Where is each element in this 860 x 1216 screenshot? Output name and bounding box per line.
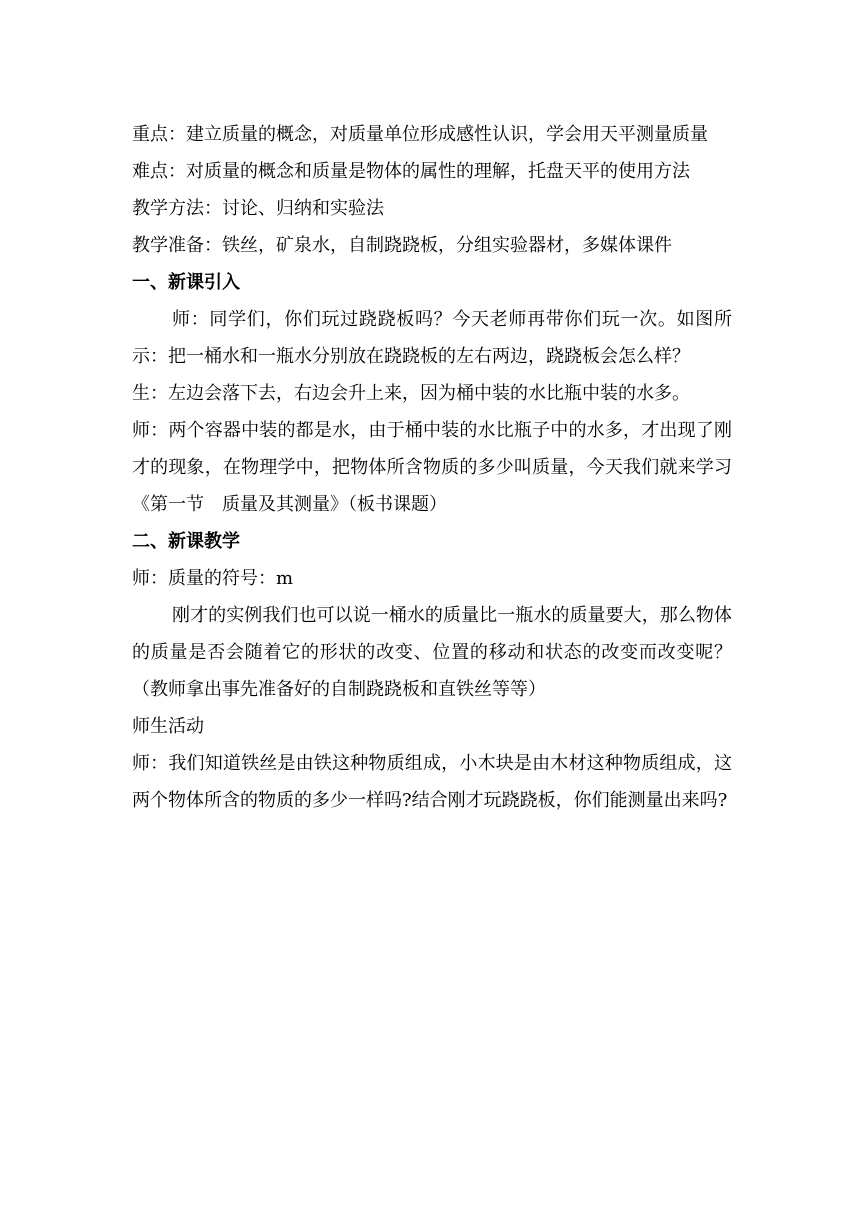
teaching-methods-paragraph: 教学方法：讨论、归纳和实验法 bbox=[132, 198, 384, 219]
section-heading-new-lesson: 二、新课教学 bbox=[132, 531, 240, 552]
section-heading-introduction: 一、新课引入 bbox=[132, 272, 240, 293]
key-points-paragraph: 重点：建立质量的概念，对质量单位形成感性认识，学会用天平测量质量 bbox=[132, 124, 708, 145]
body-paragraph: 刚才的实例我们也可以说一桶水的质量比一瓶水的质量要大，那么物体的质量是否会随着它的形状的改变、位置的移动和状态的改变而改变呢？（教师拿出事先准备好的自制跷跷板和直铁丝等等） bbox=[132, 605, 732, 700]
teacher-dialogue-paragraph: 师：两个容器中装的都是水，由于桶中装的水比瓶子中的水多，才出现了刚才的现象，在物理学中，把物体所含物质的多少叫质量，今天我们就来学习《第一节 质量及其测量》（板书课题） bbox=[132, 420, 732, 515]
document-body bbox=[132, 116, 732, 819]
teacher-dialogue-paragraph: 师：质量的符号：m bbox=[132, 568, 294, 589]
student-dialogue-paragraph: 生：左边会落下去，右边会升上来，因为桶中装的水比瓶中装的水多。 bbox=[132, 383, 690, 404]
difficult-points-paragraph: 难点：对质量的概念和质量是物体的属性的理解，托盘天平的使用方法 bbox=[132, 161, 690, 182]
teacher-dialogue-paragraph: 师：我们知道铁丝是由铁这种物质组成，小木块是由木材这种物质组成，这两个物体所含的物质的多少一样吗?结合刚才玩跷跷板，你们能测量出来吗? bbox=[132, 753, 732, 811]
teacher-dialogue-paragraph: 师：同学们，你们玩过跷跷板吗？今天老师再带你们玩一次。如图所示：把一桶水和一瓶水分别放在跷跷板的左右两边，跷跷板会怎么样？ bbox=[132, 309, 732, 367]
activity-label: 师生活动 bbox=[132, 716, 204, 737]
teaching-preparation-paragraph: 教学准备：铁丝，矿泉水，自制跷跷板，分组实验器材，多媒体课件 bbox=[132, 235, 672, 256]
